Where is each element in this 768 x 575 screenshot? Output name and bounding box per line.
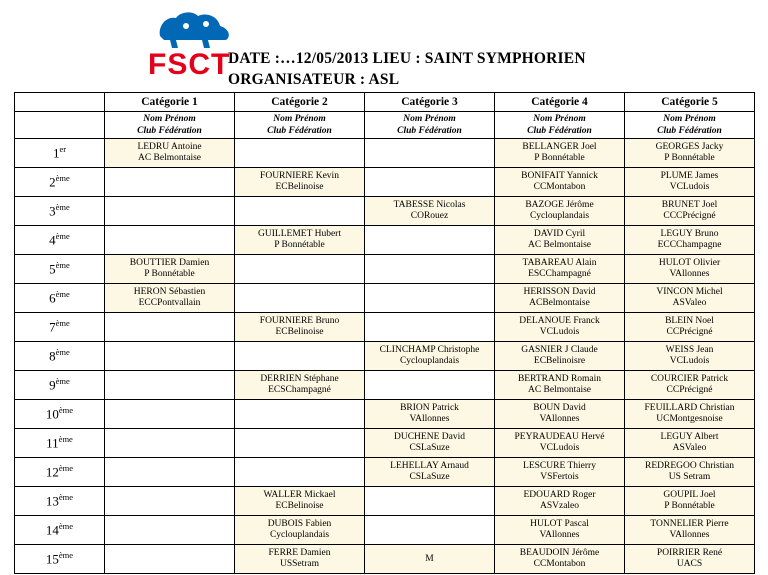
subheader-nom-prenom: Nom Prénom — [533, 114, 586, 124]
table-row — [15, 429, 755, 458]
rider-club: ECBelinoise — [275, 182, 324, 192]
result-cell — [625, 545, 755, 574]
result-cell — [495, 313, 625, 342]
rider-club: CORouez — [410, 211, 449, 221]
table-row — [15, 487, 755, 516]
result-cell — [235, 284, 365, 313]
result-cell — [105, 400, 235, 429]
rider-name: LEDRU Antoine — [137, 141, 202, 152]
rider-club: P Bonnétable — [274, 240, 325, 250]
rank-number: 12 — [45, 464, 59, 480]
result-cell — [365, 400, 495, 429]
rank-cell — [15, 429, 105, 458]
rank-cell — [15, 545, 105, 574]
rider-name: LEHELLAY Arnaud — [390, 460, 469, 471]
rider-club: VAllonnes — [669, 269, 710, 279]
rank-cell — [15, 371, 105, 400]
result-cell — [365, 313, 495, 342]
result-cell — [235, 371, 365, 400]
rider-club: ECCPontvallain — [138, 298, 201, 308]
rider-club: ECCChampagne — [657, 240, 722, 250]
table-row — [15, 284, 755, 313]
rider-club: ECBelinoisre — [533, 356, 586, 366]
rider-club: Cyclouplandais — [399, 356, 460, 366]
table-row — [15, 458, 755, 487]
rider-club: US Setram — [668, 472, 711, 482]
results-table-body — [15, 93, 755, 574]
rider-name: BRUNET Joel — [661, 199, 718, 210]
result-cell — [625, 226, 755, 255]
rider-club: USSetram — [279, 559, 320, 569]
result-cell — [365, 545, 495, 574]
rank-cell — [15, 139, 105, 168]
rider-club: VCLudois — [669, 182, 710, 192]
result-cell — [365, 371, 495, 400]
rider-name: PLUME James — [660, 170, 719, 181]
rank-suffix: er — [59, 144, 67, 155]
rider-name: WEISS Jean — [665, 344, 714, 355]
table-row — [15, 313, 755, 342]
result-cell — [365, 226, 495, 255]
table-row — [15, 400, 755, 429]
rider-club: CSLaSuze — [409, 472, 450, 482]
rider-club: VAllonnes — [669, 530, 710, 540]
rank-number: 11 — [46, 435, 59, 451]
result-cell — [235, 545, 365, 574]
rider-club: VCLudois — [539, 327, 580, 337]
rider-name: FERRE Damien — [268, 547, 331, 558]
rank-suffix: ème — [58, 521, 74, 532]
table-row — [15, 545, 755, 574]
rider-club: CCPrécigné — [666, 385, 713, 395]
result-cell — [495, 197, 625, 226]
rank-cell — [15, 487, 105, 516]
organisateur-line: ORGANISATEUR : ASL — [228, 71, 400, 88]
table-row — [15, 371, 755, 400]
rider-name: FOURNIERE Bruno — [259, 315, 340, 326]
rider-club: P Bonnétable — [534, 153, 585, 163]
rider-name: TONNELIER Pierre — [650, 518, 729, 529]
rank-cell — [15, 342, 105, 371]
result-cell — [625, 516, 755, 545]
rider-club: VSFertois — [540, 472, 579, 482]
rider-name: CLINCHAMP Christophe — [379, 344, 480, 355]
rider-name: BLEIN Noel — [665, 315, 714, 326]
result-cell — [495, 516, 625, 545]
rider-name: HULOT Olivier — [658, 257, 721, 268]
rider-club: ASVzaleo — [539, 501, 580, 511]
rank-cell — [15, 168, 105, 197]
result-cell — [495, 371, 625, 400]
rank-suffix: ème — [55, 347, 70, 358]
rank-number: 1 — [52, 145, 60, 161]
svg-text:FSCT: FSCT — [148, 48, 231, 80]
rider-name: DAVID Cyril — [533, 228, 586, 239]
result-cell — [105, 342, 235, 371]
category-header-3: Catégorie 3 — [365, 93, 495, 112]
result-cell — [235, 487, 365, 516]
rider-club: CCMontabon — [533, 182, 586, 192]
rider-club: VAllonnes — [409, 414, 450, 424]
rider-club: AC Belmontaise — [527, 240, 592, 250]
subheader-cell-5 — [625, 112, 755, 139]
result-cell — [235, 458, 365, 487]
header-text-block — [228, 48, 586, 90]
result-cell — [495, 226, 625, 255]
subheader-nom-prenom: Nom Prénom — [403, 114, 456, 124]
rank-cell — [15, 284, 105, 313]
rank-suffix: ème — [58, 492, 74, 503]
rank-suffix: ème — [55, 173, 70, 184]
result-cell — [495, 168, 625, 197]
rider-name: REDREGOO Christian — [645, 460, 734, 471]
rider-name: BAZOGE Jérôme — [525, 199, 594, 210]
rider-club: VCLudois — [539, 443, 580, 453]
rider-name: TABESSE Nicolas — [393, 199, 466, 210]
rider-club: ECBelinoise — [275, 327, 324, 337]
rider-name: GUILLEMET Hubert — [258, 228, 341, 239]
rider-club: ASValeo — [672, 443, 707, 453]
result-cell — [235, 313, 365, 342]
rank-cell — [15, 400, 105, 429]
rider-club: Cyclouplandais — [529, 211, 590, 221]
rider-name: GOUPIL Joel — [663, 489, 716, 500]
rider-name: POIRRIER René — [656, 547, 723, 558]
table-row — [15, 516, 755, 545]
results-table-wrapper — [14, 92, 754, 574]
rank-cell — [15, 226, 105, 255]
result-cell — [365, 284, 495, 313]
rank-number: 2 — [49, 174, 56, 190]
rider-club: P Bonnétable — [664, 501, 715, 511]
table-row — [15, 226, 755, 255]
category-header-2: Catégorie 2 — [235, 93, 365, 112]
rider-name: M — [425, 554, 434, 564]
rank-suffix: ème — [55, 231, 70, 242]
rank-number: 13 — [45, 493, 59, 509]
subheader-cell-3 — [365, 112, 495, 139]
rank-suffix: ème — [55, 202, 70, 213]
result-cell — [365, 429, 495, 458]
result-cell — [495, 545, 625, 574]
rider-name: HULOT Pascal — [530, 518, 589, 529]
table-row — [15, 255, 755, 284]
rider-name: FEUILLARD Christian — [644, 402, 735, 413]
rider-club: ECSChampagné — [268, 385, 331, 395]
result-cell — [105, 545, 235, 574]
result-cell — [105, 313, 235, 342]
result-cell — [625, 429, 755, 458]
result-cell — [235, 168, 365, 197]
rider-club: AC Belmontaise — [527, 385, 592, 395]
rider-club: ECBelinoise — [275, 501, 324, 511]
subheader-nom-prenom: Nom Prénom — [663, 114, 716, 124]
rider-name: BRION Patrick — [400, 402, 459, 413]
result-cell — [495, 342, 625, 371]
result-cell — [625, 487, 755, 516]
result-cell — [365, 168, 495, 197]
rider-name: BOUN David — [533, 402, 586, 413]
result-cell — [625, 284, 755, 313]
rank-suffix: ème — [58, 434, 73, 445]
result-cell — [495, 284, 625, 313]
result-cell — [625, 371, 755, 400]
rider-club: UCMontgesnoise — [656, 414, 723, 424]
result-cell — [105, 516, 235, 545]
rank-number: 14 — [45, 522, 59, 538]
result-cell — [105, 371, 235, 400]
result-cell — [105, 139, 235, 168]
result-cell — [625, 458, 755, 487]
subheader-cell-4 — [495, 112, 625, 139]
rank-number: 4 — [49, 232, 56, 248]
rank-cell — [15, 255, 105, 284]
result-cell — [495, 487, 625, 516]
result-cell — [235, 139, 365, 168]
rank-cell — [15, 197, 105, 226]
rider-name: LEGUY Bruno — [660, 228, 719, 239]
rank-number: 3 — [49, 203, 56, 219]
subheader-club-federation: Club Fédération — [137, 126, 202, 136]
rider-name: LEGUY Albert — [660, 431, 719, 442]
result-cell — [495, 429, 625, 458]
result-cell — [235, 226, 365, 255]
rank-number: 5 — [49, 261, 56, 277]
rank-suffix: ème — [58, 463, 74, 474]
result-cell — [235, 429, 365, 458]
rider-name: TABAREAU Alain — [522, 257, 597, 268]
date-lieu-line: DATE :…12/05/2013 LIEU : SAINT SYMPHORIEN — [228, 50, 586, 67]
rider-club: ACBelmontaise — [529, 298, 590, 308]
rank-number: 7 — [49, 319, 56, 335]
rider-name: DUBOIS Fabien — [267, 518, 332, 529]
result-cell — [235, 342, 365, 371]
category-header-5: Catégorie 5 — [625, 93, 755, 112]
rank-number: 10 — [45, 406, 59, 422]
result-cell — [365, 487, 495, 516]
result-cell — [495, 458, 625, 487]
table-row — [15, 342, 755, 371]
result-cell — [495, 400, 625, 429]
rider-club: CSLaSuze — [409, 443, 450, 453]
rider-name: HERON Sébastien — [133, 286, 206, 297]
result-cell — [625, 197, 755, 226]
rider-name: DELANOUE Franck — [519, 315, 600, 326]
result-cell — [625, 313, 755, 342]
result-cell — [235, 516, 365, 545]
subheader-club-federation: Club Fédération — [267, 126, 332, 136]
rider-club: CCPrécigné — [666, 327, 713, 337]
result-cell — [105, 429, 235, 458]
rider-club: P Bonnétable — [664, 153, 715, 163]
rank-suffix: ème — [58, 550, 74, 561]
rider-name: GEORGES Jacky — [655, 141, 724, 152]
rider-club: ASValeo — [672, 298, 707, 308]
result-cell — [105, 197, 235, 226]
subheader-cell-2 — [235, 112, 365, 139]
rider-name: HERISSON David — [523, 286, 596, 297]
result-cell — [365, 255, 495, 284]
rider-name: LESCURE Thierry — [523, 460, 596, 471]
rider-club: UACS — [676, 559, 703, 569]
rider-name: DUCHENE David — [394, 431, 465, 442]
subheader-row — [15, 112, 755, 139]
rider-name: PEYRAUDEAU Hervé — [514, 431, 605, 442]
category-header-row — [15, 93, 755, 112]
table-row — [15, 168, 755, 197]
rider-club: VAllonnes — [539, 414, 580, 424]
rank-suffix: ème — [55, 376, 70, 387]
result-cell — [495, 255, 625, 284]
result-cell — [105, 255, 235, 284]
rider-club: VCLudois — [669, 356, 710, 366]
rank-suffix: ème — [55, 318, 70, 329]
result-cell — [105, 458, 235, 487]
rider-club: AC Belmontaise — [137, 153, 202, 163]
rider-name: BOUTTIER Damien — [129, 257, 210, 268]
result-cell — [365, 458, 495, 487]
rank-number: 8 — [49, 348, 56, 364]
document-header — [0, 0, 768, 92]
rider-club: Cyclouplandais — [269, 530, 330, 540]
subheader-nom-prenom: Nom Prénom — [143, 114, 196, 124]
category-header-4: Catégorie 4 — [495, 93, 625, 112]
result-cell — [105, 168, 235, 197]
result-cell — [105, 284, 235, 313]
rider-name: GASNIER J Claude — [521, 344, 598, 355]
result-cell — [625, 400, 755, 429]
rank-cell — [15, 313, 105, 342]
result-cell — [235, 197, 365, 226]
result-cell — [235, 400, 365, 429]
rank-number: 6 — [49, 290, 56, 306]
category-header-1: Catégorie 1 — [105, 93, 235, 112]
result-cell — [235, 255, 365, 284]
subheader-rank-cell — [15, 112, 105, 139]
rider-club: VAllonnes — [539, 530, 580, 540]
results-table — [14, 92, 755, 574]
rider-name: COURCIER Patrick — [650, 373, 729, 384]
result-cell — [495, 139, 625, 168]
rider-name: BONIFAIT Yannick — [521, 170, 598, 181]
subheader-nom-prenom: Nom Prénom — [273, 114, 326, 124]
rank-number: 15 — [45, 551, 59, 567]
rider-name: BERTRAND Romain — [517, 373, 602, 384]
rank-cell — [15, 458, 105, 487]
rank-suffix: ème — [58, 405, 74, 416]
result-cell — [625, 139, 755, 168]
result-cell — [365, 516, 495, 545]
subheader-club-federation: Club Fédération — [397, 126, 462, 136]
rider-name: BELLANGER Joel — [522, 141, 597, 152]
rank-suffix: ème — [55, 260, 70, 271]
result-cell — [625, 255, 755, 284]
rider-club: P Bonnétable — [144, 269, 195, 279]
result-cell — [105, 487, 235, 516]
result-cell — [625, 168, 755, 197]
result-cell — [365, 342, 495, 371]
rank-header-cell — [15, 93, 105, 112]
rider-name: EDOUARD Roger — [523, 489, 596, 500]
subheader-club-federation: Club Fédération — [657, 126, 722, 136]
subheader-cell-1 — [105, 112, 235, 139]
rider-name: BEAUDOIN Jérôme — [519, 547, 600, 558]
rank-number: 9 — [49, 377, 56, 393]
rider-name: VINCON Michel — [656, 286, 723, 297]
rank-suffix: ème — [55, 289, 70, 300]
rider-club: CCCPrécigné — [663, 211, 716, 221]
table-row — [15, 197, 755, 226]
result-cell — [365, 139, 495, 168]
table-row — [15, 139, 755, 168]
subheader-club-federation: Club Fédération — [527, 126, 592, 136]
rider-club: CCMontabon — [533, 559, 586, 569]
rank-cell — [15, 516, 105, 545]
rider-name: DERRIEN Stéphane — [260, 373, 339, 384]
rider-name: WALLER Mickael — [263, 489, 336, 500]
result-cell — [105, 226, 235, 255]
result-cell — [365, 197, 495, 226]
rider-name: FOURNIERE Kevin — [260, 170, 339, 181]
rider-club: ESCChampagné — [528, 269, 591, 279]
result-cell — [625, 342, 755, 371]
